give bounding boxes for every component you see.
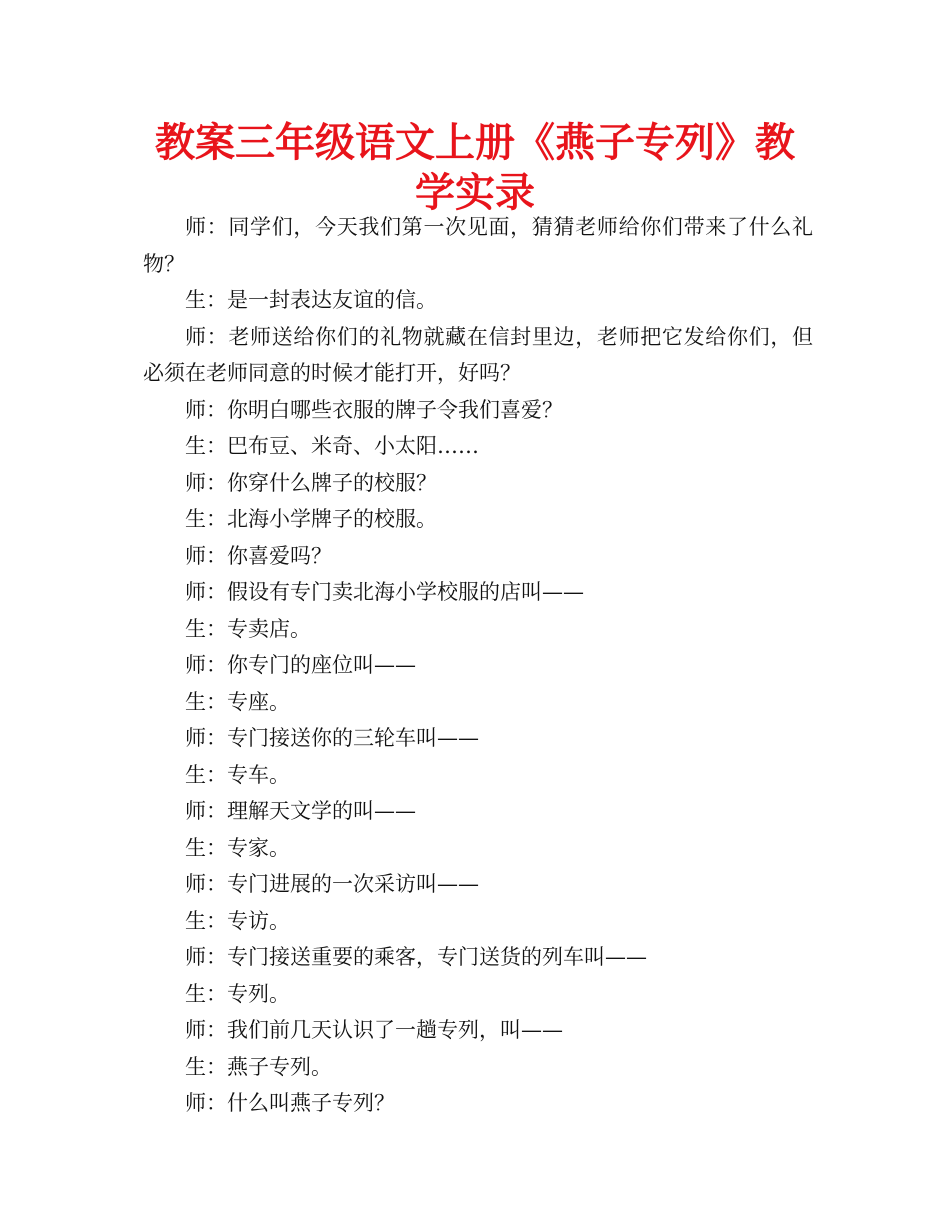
- paragraph: 师：专门进展的一次采访叫——: [185, 872, 479, 896]
- paragraph: 师：你明白哪些衣服的牌子令我们喜爱？: [185, 397, 563, 422]
- paragraph: 生：是一封表达友谊的信。: [185, 288, 437, 312]
- paragraph: 生：专车。: [185, 762, 290, 787]
- paragraph: 师：专门接送重要的乘客，专门送货的列车叫——: [185, 945, 647, 969]
- paragraph: 生：专访。: [185, 908, 290, 933]
- paragraph: 生：北海小学牌子的校服。: [185, 507, 437, 531]
- paragraph: 师：我们前几天认识了一趟专列，叫——: [185, 1018, 563, 1042]
- paragraph: 师：你专门的座位叫——: [185, 653, 416, 677]
- paragraph: 生：专座。: [185, 689, 290, 714]
- paragraph: 师：什么叫燕子专列？: [185, 1091, 395, 1115]
- paragraph: 生：专列。: [185, 981, 290, 1006]
- paragraph: 师：你喜爱吗？: [185, 543, 332, 568]
- paragraph: 生：专家。: [185, 835, 290, 860]
- paragraph: 师：假设有专门卖北海小学校服的店叫——: [185, 580, 584, 604]
- paragraph: 生：燕子专列。: [185, 1054, 332, 1079]
- paragraph: 师：你穿什么牌子的校服？: [185, 470, 437, 495]
- paragraph: 师：同学们，今天我们第一次见面，猜猜老师给你们带来了什么礼物？: [143, 215, 813, 276]
- paragraph: 师：老师送给你们的礼物就藏在信封里边，老师把它发给你们，但必须在老师同意的时候才能打开，好吗？: [143, 324, 813, 385]
- paragraph: 生：巴布豆、米奇、小太阳……: [185, 434, 479, 458]
- paragraph: 师：专门接送你的三轮车叫——: [185, 726, 479, 750]
- document-title: 教案三年级语文上册《燕子专列》教学实录: [155, 120, 795, 216]
- paragraph: 师：理解天文学的叫——: [185, 799, 416, 823]
- paragraph: 生：专卖店。: [185, 616, 311, 641]
- document-body: [143, 209, 813, 1122]
